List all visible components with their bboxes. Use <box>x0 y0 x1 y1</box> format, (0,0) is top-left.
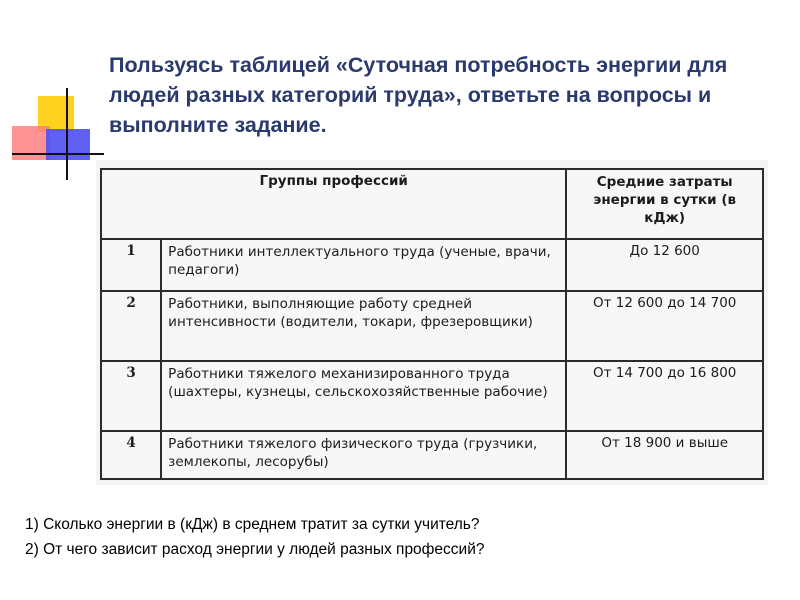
profession-group: Работники тяжелого физического труда (грузчики, землекопы, лесорубы) <box>161 431 566 479</box>
table-header-row <box>101 169 763 239</box>
row-number: 4 <box>101 431 161 479</box>
profession-group: Работники тяжелого механизированного труда (шахтеры, кузнецы, сельскохозяйственные рабочие) <box>161 361 566 431</box>
decor-horizontal-line <box>12 153 104 155</box>
energy-table <box>100 168 764 480</box>
energy-value: От 12 600 до 14 700 <box>566 291 763 361</box>
question-1: 1) Сколько энергии в (кДж) в среднем тратит за сутки учитель? <box>25 516 480 533</box>
row-number: 3 <box>101 361 161 431</box>
header-energy-costs: Средние затраты энергии в сутки (в кДж) <box>566 169 763 239</box>
row-number: 1 <box>101 239 161 291</box>
table-row <box>101 431 763 479</box>
header-profession-groups: Группы профессий <box>101 169 566 239</box>
table-row <box>101 239 763 291</box>
energy-value: От 18 900 и выше <box>566 431 763 479</box>
table-row <box>101 291 763 361</box>
table-row <box>101 361 763 431</box>
profession-group: Работники интеллектуального труда (ученые, врачи, педагоги) <box>161 239 566 291</box>
decor-vertical-line <box>66 88 68 180</box>
energy-value: До 12 600 <box>566 239 763 291</box>
slide-title: Пользуясь таблицей «Суточная потребность энергии для людей разных категорий труда», ответьте на вопросы и выполните задание. <box>109 53 728 137</box>
questions-block <box>25 512 785 562</box>
profession-group: Работники, выполняющие работу средней интенсивности (водители, токари, фрезеровщики) <box>161 291 566 361</box>
energy-value: От 14 700 до 16 800 <box>566 361 763 431</box>
question-2: 2) От чего зависит расход энергии у людей разных профессий? <box>25 541 485 558</box>
decor-blue-square <box>46 129 90 160</box>
row-number: 2 <box>101 291 161 361</box>
